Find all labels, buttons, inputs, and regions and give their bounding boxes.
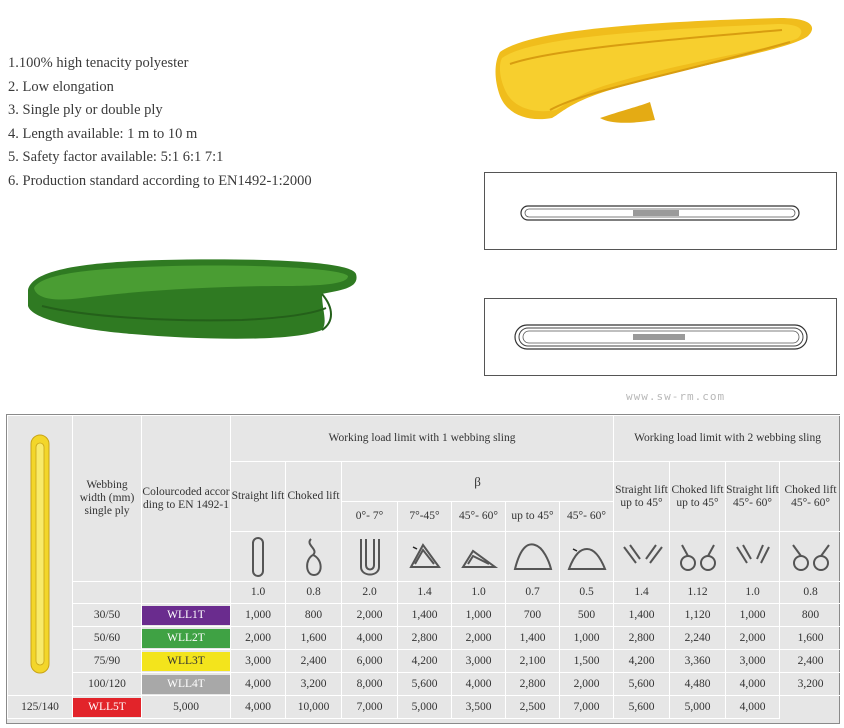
- angle-header: 7°-45°: [398, 502, 452, 532]
- choked-lift-45-60-header: Choked lift 45°- 60°: [780, 462, 842, 532]
- load-value: 5,000: [142, 696, 231, 719]
- load-value: 4,000: [726, 673, 780, 696]
- load-value: 700: [506, 604, 560, 627]
- two-sling-straight-45-60-icon: [726, 532, 780, 582]
- load-value: 1,000: [726, 604, 780, 627]
- load-value: 1,400: [398, 604, 452, 627]
- feature-item: 5. Safety factor available: 5:1 6:1 7:1: [8, 149, 224, 165]
- single-ply-diagram: [484, 172, 837, 250]
- angle-header: 45°- 60°: [452, 502, 506, 532]
- load-value: 2,000: [452, 627, 506, 650]
- colour-code: [142, 673, 231, 696]
- load-factor: 0.8: [286, 582, 342, 604]
- load-factor: 1.0: [231, 582, 286, 604]
- table-row: [8, 673, 842, 696]
- load-value: 2,000: [726, 627, 780, 650]
- choked-lift-icon: [286, 532, 342, 582]
- wll-badge: WLL5T: [73, 698, 141, 717]
- load-value: 1,000: [560, 627, 614, 650]
- load-value: 5,600: [614, 696, 670, 719]
- table-row: [8, 604, 842, 627]
- load-value: 1,500: [560, 650, 614, 673]
- empty-cell: [142, 582, 231, 604]
- watermark: www.sw-rm.com: [626, 390, 726, 403]
- webbing-width: 125/140: [8, 696, 73, 719]
- angle-header: up to 45°: [506, 502, 560, 532]
- load-factor: 2.0: [342, 582, 398, 604]
- load-value: 7,000: [342, 696, 398, 719]
- wll-badge: WLL4T: [142, 675, 230, 694]
- webbing-width-header: Webbing width (mm) single ply: [73, 416, 142, 582]
- load-value: 3,000: [452, 650, 506, 673]
- double-ply-sling-drawing: [485, 299, 836, 375]
- sling-illustration-cell: [8, 416, 73, 696]
- load-value: 2,000: [342, 604, 398, 627]
- webbing-width: 30/50: [73, 604, 142, 627]
- choked-lift-45-header: Choked lift up to 45°: [670, 462, 726, 532]
- load-value: 4,000: [342, 627, 398, 650]
- load-value: 500: [560, 604, 614, 627]
- load-value: 4,000: [231, 673, 286, 696]
- load-value: 4,000: [231, 696, 286, 719]
- load-value: 3,000: [231, 650, 286, 673]
- empty-cell: [73, 582, 142, 604]
- angle-header: 0°- 7°: [342, 502, 398, 532]
- yellow-sling-photo: [490, 10, 820, 125]
- load-factor: 1.4: [398, 582, 452, 604]
- load-factor: 1.0: [726, 582, 780, 604]
- load-value: 4,480: [670, 673, 726, 696]
- load-value: 2,800: [398, 627, 452, 650]
- load-value: 1,600: [286, 627, 342, 650]
- yellow-sling-illustration: [25, 429, 55, 679]
- single-ply-sling-drawing: [485, 173, 836, 249]
- feature-item: 3. Single ply or double ply: [8, 102, 163, 118]
- straight-lift-45-header: Straight lift up to 45°: [614, 462, 670, 532]
- straight-lift-45-60-header: Straight lift 45°- 60°: [726, 462, 780, 532]
- beta-header: β: [342, 462, 614, 502]
- two-sling-straight-45-icon: [614, 532, 670, 582]
- wll-single-sling-header: Working load limit with 1 webbing sling: [231, 416, 614, 462]
- spec-table-panel: [6, 414, 840, 724]
- load-value: 5,600: [398, 673, 452, 696]
- load-value: 4,200: [614, 650, 670, 673]
- load-factor: 0.7: [506, 582, 560, 604]
- load-value: 800: [780, 604, 842, 627]
- load-value: 3,500: [452, 696, 506, 719]
- basket-lift-icon: [342, 532, 398, 582]
- straight-lift-icon: [231, 532, 286, 582]
- load-value: 2,400: [780, 650, 842, 673]
- load-value: 2,000: [560, 673, 614, 696]
- double-ply-diagram: [484, 298, 837, 376]
- feature-list: [8, 52, 312, 193]
- load-value: 2,100: [506, 650, 560, 673]
- load-value: 2,240: [670, 627, 726, 650]
- webbing-width: 50/60: [73, 627, 142, 650]
- spec-table: [7, 415, 842, 719]
- load-value: 7,000: [560, 696, 614, 719]
- colour-code-header: Colourcoded accor ding to EN 1492-1: [142, 416, 231, 582]
- load-factor: 1.0: [452, 582, 506, 604]
- angle-header: 45°- 60°: [560, 502, 614, 532]
- load-value: 3,360: [670, 650, 726, 673]
- load-value: 5,000: [670, 696, 726, 719]
- load-value: 1,120: [670, 604, 726, 627]
- load-value: 10,000: [286, 696, 342, 719]
- load-value: 4,000: [452, 673, 506, 696]
- two-sling-choked-45-icon: [670, 532, 726, 582]
- factor-row: [8, 582, 842, 604]
- colour-code: [142, 604, 231, 627]
- load-value: 3,000: [726, 650, 780, 673]
- load-value: 800: [286, 604, 342, 627]
- loop-up-to-45-icon: [506, 532, 560, 582]
- webbing-width: 75/90: [73, 650, 142, 673]
- load-value: 6,000: [342, 650, 398, 673]
- load-value: 4,200: [398, 650, 452, 673]
- feature-item: 2. Low elongation: [8, 78, 114, 95]
- feature-item: 4. Length available: 1 m to 10 m: [8, 125, 198, 142]
- wll-badge: WLL2T: [142, 629, 230, 648]
- load-factor: 0.8: [780, 582, 842, 604]
- basket-45-60-icon: [452, 532, 506, 582]
- webbing-width: 100/120: [73, 673, 142, 696]
- table-row: [8, 696, 842, 719]
- table-row: [8, 627, 842, 650]
- load-value: 8,000: [342, 673, 398, 696]
- feature-item: 1.100% high tenacity polyester: [8, 55, 189, 71]
- load-value: 3,200: [286, 673, 342, 696]
- load-factor: 1.4: [614, 582, 670, 604]
- load-value: 5,000: [398, 696, 452, 719]
- straight-lift-header: Straight lift: [231, 462, 286, 532]
- wll-badge: WLL1T: [142, 606, 230, 625]
- wll-double-sling-header: Working load limit with 2 webbing sling: [614, 416, 842, 462]
- loop-45-60-icon: [560, 532, 614, 582]
- load-value: 1,000: [452, 604, 506, 627]
- colour-code: [142, 627, 231, 650]
- load-value: 1,400: [614, 604, 670, 627]
- load-value: 5,600: [614, 673, 670, 696]
- load-value: 2,400: [286, 650, 342, 673]
- load-value: 2,000: [231, 627, 286, 650]
- green-sling-photo: [22, 250, 362, 350]
- load-value: 1,600: [780, 627, 842, 650]
- choked-lift-header: Choked lift: [286, 462, 342, 532]
- two-sling-choked-45-60-icon: [780, 532, 842, 582]
- load-value: 2,800: [506, 673, 560, 696]
- load-factor: 1.12: [670, 582, 726, 604]
- load-value: 1,400: [506, 627, 560, 650]
- load-value: 1,000: [231, 604, 286, 627]
- load-factor: 0.5: [560, 582, 614, 604]
- colour-code: [73, 696, 142, 719]
- table-row: [8, 650, 842, 673]
- basket-7-45-icon: [398, 532, 452, 582]
- load-value: 4,000: [726, 696, 780, 719]
- load-value: 2,800: [614, 627, 670, 650]
- colour-code: [142, 650, 231, 673]
- feature-item: 6. Production standard according to EN1492-1:2000: [8, 172, 312, 189]
- load-value: 2,500: [506, 696, 560, 719]
- wll-badge: WLL3T: [142, 652, 230, 671]
- load-value: 3,200: [780, 673, 842, 696]
